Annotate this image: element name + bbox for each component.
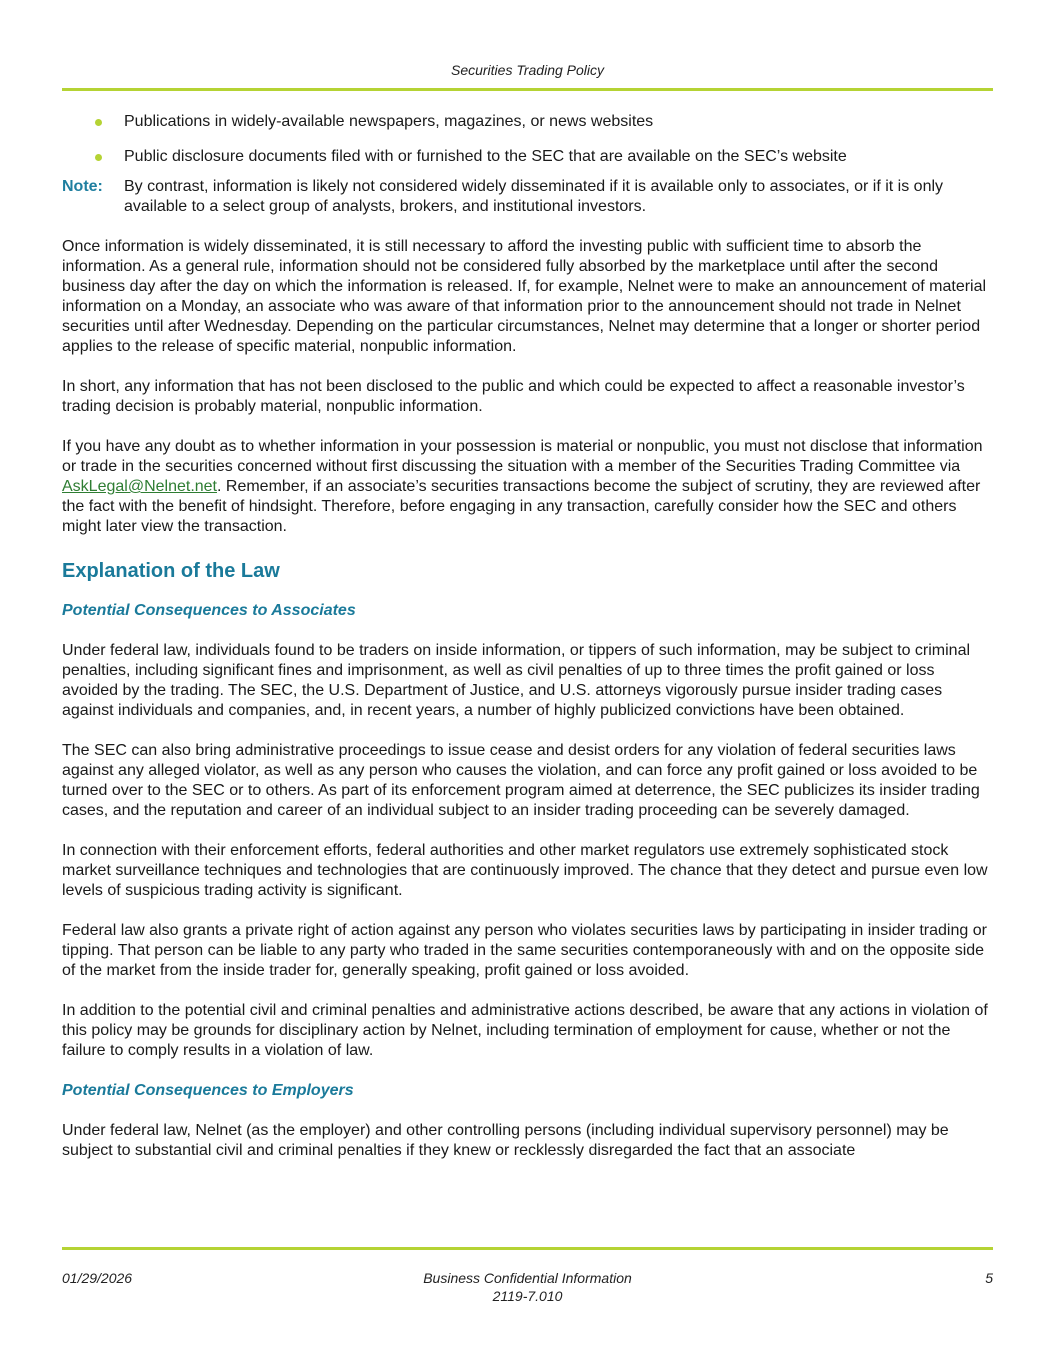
- bullet-item: [62, 147, 993, 167]
- footer-center: [62, 1269, 993, 1305]
- paragraph-with-contact: [62, 437, 993, 537]
- paragraph: The SEC can also bring administrative proceedings to issue cease and desist orders for any violation of federal securities laws against any alleged violator, as well as any person who causes the violation, and can force any profit gained or loss avoided to be turned over to the SEC or to others. As part of its enforcement program aimed at deterrence, the SEC publicizes its insider trading cases, and the reputation and career of an individual subject to an insider trading proceeding can be severely damaged.: [62, 742, 980, 819]
- note-text: By contrast, information is likely not considered widely disseminated if it is available only to associates, or if it is only available to a select group of analysts, brokers, and institutional investors.: [124, 178, 944, 215]
- note-block: [62, 177, 993, 217]
- footer-confidentiality: Business Confidential Information: [423, 1270, 632, 1286]
- footer-divider: [62, 1247, 993, 1250]
- bullet-text: Public disclosure documents filed with or furnished to the SEC that are available on the SEC’s website: [124, 148, 847, 165]
- paragraph: Federal law also grants a private right of action against any person who violates securities laws by participating in insider trading or tipping. That person can be liable to any party who traded in the same securities contemporaneously with and on the opposite side of the market from the inside trader for, generally speaking, profit gained or loss avoided.: [62, 922, 987, 979]
- bullet-dot-icon: [95, 119, 102, 126]
- paragraph-text: If you have any doubt as to whether information in your possession is material or nonpublic, you must not disclose that information or trade in the securities concerned without first discussing the situation with a member of the Securities Trading Committee via: [62, 438, 983, 475]
- header-divider: [62, 88, 993, 91]
- footer-date: 01/29/2026: [62, 1270, 133, 1286]
- section-heading: Explanation of the Law: [62, 560, 280, 582]
- page-header-title: Securities Trading Policy: [450, 62, 605, 78]
- paragraph: In connection with their enforcement efforts, federal authorities and other market regulators use extremely sophisticated stock market surveillance techniques and technologies that are continuously improved. The chance that they detect and pursue even low levels of suspicious trading activity is significant.: [62, 842, 988, 899]
- footer-document-id: 2119-7.010: [492, 1288, 563, 1304]
- subsection-heading: Potential Consequences to Employers: [62, 1082, 354, 1099]
- paragraph: In addition to the potential civil and criminal penalties and administrative actions described, be aware that any actions in violation of this policy may be grounds for disciplinary action by Nelnet, including termination of employment for cause, whether or not the failure to comply results in a violation of law.: [62, 1002, 988, 1059]
- paragraph: Under federal law, Nelnet (as the employer) and other controlling persons (including individual supervisory personnel) may be subject to substantial civil and criminal penalties if they knew or recklessly disregarded the fact that an associate: [62, 1122, 949, 1159]
- subsection-heading: Potential Consequences to Associates: [62, 602, 356, 619]
- note-label: Note:: [62, 178, 103, 195]
- document-body: [62, 112, 993, 1161]
- paragraph: Under federal law, individuals found to be traders on inside information, or tippers of such information, may be subject to criminal penalties, including significant fines and imprisonment, as well as civil penalties of up to three times the profit gained or loss avoided by the trading. The SEC, the U.S. Department of Justice, and U.S. attorneys vigorously pursue insider trading cases against individuals and companies, and, in recent years, a number of highly publicized convictions have been obtained.: [62, 642, 971, 719]
- footer-page-number: 5: [985, 1270, 993, 1286]
- paragraph: Once information is widely disseminated, it is still necessary to afford the investing public with sufficient time to absorb the information. As a general rule, information should not be considered fully absorbed by the marketplace until after the second business day after the day on which the information is released. If, for example, Nelnet were to make an announcement of material information on a Monday, an associate who was aware of that information prior to the announcement should not trade in Nelnet securities until after Wednesday. Depending on the particular circumstances, Nelnet may determine that a longer or shorter period applies to the release of specific material, nonpublic information.: [62, 238, 987, 355]
- email-link[interactable]: AskLegal@Nelnet.net: [62, 478, 217, 495]
- paragraph: In short, any information that has not been disclosed to the public and which could be expected to affect a reasonable investor’s trading decision is probably material, nonpublic information.: [62, 378, 965, 415]
- bullet-dot-icon: [95, 154, 102, 161]
- bullet-text: Publications in widely-available newspapers, magazines, or news websites: [124, 113, 654, 130]
- bullet-item: [62, 112, 993, 132]
- paragraph-text: . Remember, if an associate’s securities transactions become the subject of scrutiny, they are reviewed after the fact with the benefit of hindsight. Therefore, before engaging in any transaction, carefully consider how the SEC and others might later view the transaction.: [62, 478, 981, 535]
